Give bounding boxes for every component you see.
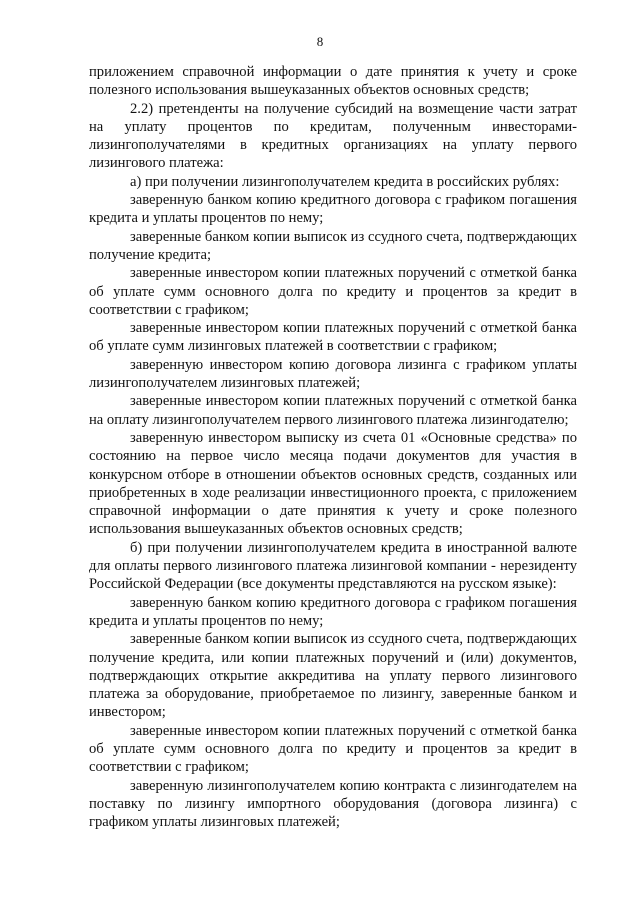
paragraph: заверенную инвестором копию договора лизинга с графиком уплаты лизингополучателем лизинговых платежей;	[89, 356, 577, 392]
paragraph: заверенную инвестором выписку из счета 01 «Основные средства» по состоянию на первое число месяца подачи документов для участия в конкурсном отборе в отношении объектов основных средств, созданных или приобретенных в ходе реализации инвестиционного проекта, с приложением справочной информации о дате принятия к учету и сроке полезного использования вышеуказанных объектов основных средств;	[89, 429, 577, 538]
paragraph: заверенные инвестором копии платежных поручений с отметкой банка об уплате сумм основного долга по кредиту и процентов за кредит в соответствии с графиком;	[89, 265, 577, 318]
paragraph: б) при получении лизингополучателем кредита в иностранной валюте для оплаты первого лизингового платежа лизинговой компании - нерезиденту Российской Федерации (все документы представляются на русском языке):	[89, 539, 577, 593]
paragraph: заверенную банком копию кредитного договора с графиком погашения кредита и уплаты процентов по нему;	[89, 594, 577, 629]
paragraph: 2.2) претенденты на получение субсидий на возмещение части затрат на уплату процентов по кредитам, полученным инвесторами-лизингополучателями в кредитных организациях на уплату первого лизингового платежа:	[89, 100, 577, 172]
paragraph: заверенные банком копии выписок из ссудного счета, подтверждающих получение кредита, или копии платежных поручений и (или) документов, подтверждающих открытие аккредитива на уплату первого лизингового платежа за оборудование, приобретаемое по лизингу, заверенные банком и инвестором;	[89, 631, 577, 721]
paragraph: а) при получении лизингополучателем кредита в российских рублях:	[130, 173, 560, 190]
page-number: 8	[316, 34, 324, 49]
paragraph: заверенные инвестором копии платежных поручений с отметкой банка на оплату лизингополучателем первого лизингового платежа лизингодателю;	[89, 393, 577, 428]
paragraph: заверенные инвестором копии платежных поручений с отметкой банка об уплате сумм лизинговых платежей в соответствии с графиком;	[89, 320, 577, 355]
paragraph: приложением справочной информации о дате принятия к учету и сроке полезного использования вышеуказанных объектов основных средств;	[89, 64, 577, 99]
paragraph: заверенную банком копию кредитного договора с графиком погашения кредита и уплаты процентов по нему;	[89, 192, 577, 227]
paragraph: заверенные банком копии выписок из ссудного счета, подтверждающих получение кредита;	[89, 228, 577, 263]
paragraph: заверенную лизингополучателем копию контракта с лизингодателем на поставку по лизингу импортного оборудования (договора лизинга) с графиком уплаты лизинговых платежей;	[89, 777, 577, 831]
document-body	[89, 63, 577, 831]
paragraph: заверенные инвестором копии платежных поручений с отметкой банка об уплате сумм основного долга по кредиту и процентов за кредит в соответствии с графиком;	[89, 722, 577, 776]
